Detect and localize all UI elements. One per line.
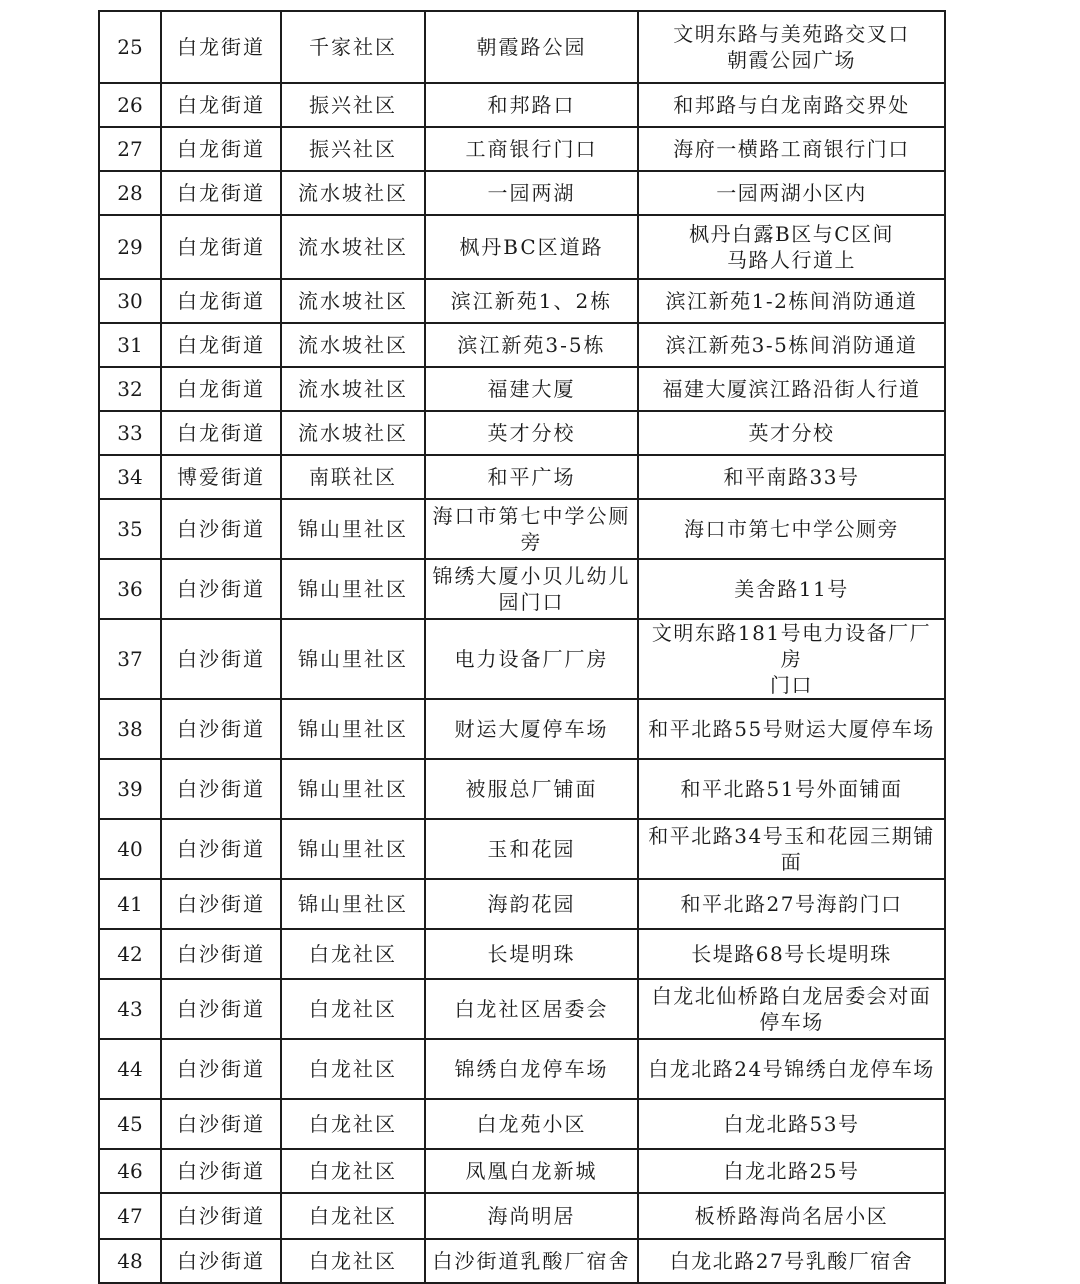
table-row bbox=[99, 619, 945, 699]
cell-number: 34 bbox=[99, 455, 161, 499]
cell-community: 锦山里社区 bbox=[281, 559, 425, 619]
cell-community: 流水坡社区 bbox=[281, 411, 425, 455]
cell-street: 白沙街道 bbox=[161, 1193, 281, 1239]
cell-community: 白龙社区 bbox=[281, 979, 425, 1039]
table-row bbox=[99, 1099, 945, 1149]
cell-address: 和邦路与白龙南路交界处 bbox=[638, 83, 945, 127]
cell-address: 白龙北路24号锦绣白龙停车场 bbox=[638, 1039, 945, 1099]
cell-address: 和平南路33号 bbox=[638, 455, 945, 499]
table-row bbox=[99, 819, 945, 879]
cell-number: 44 bbox=[99, 1039, 161, 1099]
table-row bbox=[99, 367, 945, 411]
table-row bbox=[99, 323, 945, 367]
cell-street: 白沙街道 bbox=[161, 699, 281, 759]
cell-community: 锦山里社区 bbox=[281, 879, 425, 929]
cell-community: 白龙社区 bbox=[281, 929, 425, 979]
cell-community: 锦山里社区 bbox=[281, 619, 425, 699]
cell-street: 白沙街道 bbox=[161, 819, 281, 879]
cell-address: 枫丹白露B区与C区间 马路人行道上 bbox=[638, 215, 945, 279]
cell-address: 白龙北路27号乳酸厂宿舍 bbox=[638, 1239, 945, 1283]
cell-location: 朝霞路公园 bbox=[425, 11, 638, 83]
cell-location: 和邦路口 bbox=[425, 83, 638, 127]
cell-location: 枫丹BC区道路 bbox=[425, 215, 638, 279]
cell-community: 流水坡社区 bbox=[281, 367, 425, 411]
cell-number: 25 bbox=[99, 11, 161, 83]
cell-number: 29 bbox=[99, 215, 161, 279]
cell-location: 滨江新苑1、2栋 bbox=[425, 279, 638, 323]
cell-number: 36 bbox=[99, 559, 161, 619]
table-row bbox=[99, 559, 945, 619]
table-row bbox=[99, 979, 945, 1039]
cell-location: 电力设备厂厂房 bbox=[425, 619, 638, 699]
cell-address: 文明东路与美苑路交叉口 朝霞公园广场 bbox=[638, 11, 945, 83]
cell-street: 白龙街道 bbox=[161, 171, 281, 215]
cell-community: 锦山里社区 bbox=[281, 819, 425, 879]
cell-address: 海口市第七中学公厕旁 bbox=[638, 499, 945, 559]
table-row bbox=[99, 1149, 945, 1193]
cell-number: 40 bbox=[99, 819, 161, 879]
cell-location: 海韵花园 bbox=[425, 879, 638, 929]
cell-location: 海尚明居 bbox=[425, 1193, 638, 1239]
table-row bbox=[99, 879, 945, 929]
cell-street: 白沙街道 bbox=[161, 1099, 281, 1149]
cell-community: 白龙社区 bbox=[281, 1099, 425, 1149]
cell-street: 白龙街道 bbox=[161, 127, 281, 171]
cell-number: 46 bbox=[99, 1149, 161, 1193]
cell-street: 白沙街道 bbox=[161, 559, 281, 619]
cell-address: 白龙北路25号 bbox=[638, 1149, 945, 1193]
cell-community: 振兴社区 bbox=[281, 83, 425, 127]
cell-number: 47 bbox=[99, 1193, 161, 1239]
cell-address: 白龙北仙桥路白龙居委会对面 停车场 bbox=[638, 979, 945, 1039]
cell-community: 振兴社区 bbox=[281, 127, 425, 171]
cell-community: 锦山里社区 bbox=[281, 499, 425, 559]
cell-location: 被服总厂铺面 bbox=[425, 759, 638, 819]
cell-number: 48 bbox=[99, 1239, 161, 1283]
table-row bbox=[99, 171, 945, 215]
cell-street: 白龙街道 bbox=[161, 279, 281, 323]
cell-street: 白沙街道 bbox=[161, 619, 281, 699]
cell-number: 26 bbox=[99, 83, 161, 127]
table-row bbox=[99, 1193, 945, 1239]
cell-community: 南联社区 bbox=[281, 455, 425, 499]
cell-number: 32 bbox=[99, 367, 161, 411]
cell-location: 工商银行门口 bbox=[425, 127, 638, 171]
cell-number: 45 bbox=[99, 1099, 161, 1149]
cell-number: 31 bbox=[99, 323, 161, 367]
cell-community: 白龙社区 bbox=[281, 1039, 425, 1099]
cell-address: 福建大厦滨江路沿街人行道 bbox=[638, 367, 945, 411]
cell-community: 流水坡社区 bbox=[281, 323, 425, 367]
table-row bbox=[99, 83, 945, 127]
cell-street: 白沙街道 bbox=[161, 759, 281, 819]
cell-street: 白沙街道 bbox=[161, 1239, 281, 1283]
cell-street: 白龙街道 bbox=[161, 411, 281, 455]
table-row bbox=[99, 1039, 945, 1099]
cell-number: 42 bbox=[99, 929, 161, 979]
table-row bbox=[99, 929, 945, 979]
cell-location: 玉和花园 bbox=[425, 819, 638, 879]
cell-community: 千家社区 bbox=[281, 11, 425, 83]
cell-location: 滨江新苑3-5栋 bbox=[425, 323, 638, 367]
cell-address: 长堤路68号长堤明珠 bbox=[638, 929, 945, 979]
table-row bbox=[99, 11, 945, 83]
table-row bbox=[99, 411, 945, 455]
cell-street: 白龙街道 bbox=[161, 367, 281, 411]
cell-location: 白沙街道乳酸厂宿舍 bbox=[425, 1239, 638, 1283]
cell-community: 白龙社区 bbox=[281, 1239, 425, 1283]
cell-number: 37 bbox=[99, 619, 161, 699]
cell-street: 白沙街道 bbox=[161, 979, 281, 1039]
document-page bbox=[98, 10, 944, 1284]
cell-street: 白沙街道 bbox=[161, 929, 281, 979]
cell-address: 和平北路27号海韵门口 bbox=[638, 879, 945, 929]
cell-number: 38 bbox=[99, 699, 161, 759]
cell-number: 41 bbox=[99, 879, 161, 929]
cell-location: 一园两湖 bbox=[425, 171, 638, 215]
cell-location: 凤凰白龙新城 bbox=[425, 1149, 638, 1193]
cell-location: 海口市第七中学公厕 旁 bbox=[425, 499, 638, 559]
cell-location: 财运大厦停车场 bbox=[425, 699, 638, 759]
cell-street: 白龙街道 bbox=[161, 11, 281, 83]
cell-street: 白龙街道 bbox=[161, 323, 281, 367]
cell-community: 锦山里社区 bbox=[281, 759, 425, 819]
cell-address: 海府一横路工商银行门口 bbox=[638, 127, 945, 171]
table-row bbox=[99, 127, 945, 171]
cell-street: 白沙街道 bbox=[161, 1039, 281, 1099]
table-row bbox=[99, 759, 945, 819]
cell-address: 文明东路181号电力设备厂厂房 门口 bbox=[638, 619, 945, 699]
cell-community: 白龙社区 bbox=[281, 1149, 425, 1193]
cell-location: 锦绣大厦小贝儿幼儿 园门口 bbox=[425, 559, 638, 619]
cell-number: 27 bbox=[99, 127, 161, 171]
cell-number: 28 bbox=[99, 171, 161, 215]
cell-number: 33 bbox=[99, 411, 161, 455]
cell-location: 白龙社区居委会 bbox=[425, 979, 638, 1039]
cell-address: 白龙北路53号 bbox=[638, 1099, 945, 1149]
cell-address: 和平北路51号外面铺面 bbox=[638, 759, 945, 819]
table-body bbox=[99, 11, 945, 1283]
cell-number: 30 bbox=[99, 279, 161, 323]
cell-location: 英才分校 bbox=[425, 411, 638, 455]
cell-street: 白沙街道 bbox=[161, 1149, 281, 1193]
table-row bbox=[99, 499, 945, 559]
cell-location: 和平广场 bbox=[425, 455, 638, 499]
cell-street: 博爱街道 bbox=[161, 455, 281, 499]
table-row bbox=[99, 1239, 945, 1283]
cell-street: 白龙街道 bbox=[161, 215, 281, 279]
cell-street: 白沙街道 bbox=[161, 499, 281, 559]
cell-location: 白龙苑小区 bbox=[425, 1099, 638, 1149]
table-row bbox=[99, 215, 945, 279]
cell-address: 和平北路55号财运大厦停车场 bbox=[638, 699, 945, 759]
cell-address: 板桥路海尚名居小区 bbox=[638, 1193, 945, 1239]
location-table bbox=[98, 10, 946, 1284]
table-row bbox=[99, 279, 945, 323]
cell-address: 英才分校 bbox=[638, 411, 945, 455]
cell-community: 流水坡社区 bbox=[281, 215, 425, 279]
cell-community: 流水坡社区 bbox=[281, 171, 425, 215]
cell-address: 滨江新苑3-5栋间消防通道 bbox=[638, 323, 945, 367]
cell-address: 和平北路34号玉和花园三期铺 面 bbox=[638, 819, 945, 879]
cell-location: 长堤明珠 bbox=[425, 929, 638, 979]
table-row bbox=[99, 455, 945, 499]
cell-address: 一园两湖小区内 bbox=[638, 171, 945, 215]
cell-location: 锦绣白龙停车场 bbox=[425, 1039, 638, 1099]
cell-street: 白沙街道 bbox=[161, 879, 281, 929]
cell-address: 滨江新苑1-2栋间消防通道 bbox=[638, 279, 945, 323]
cell-number: 39 bbox=[99, 759, 161, 819]
cell-address: 美舍路11号 bbox=[638, 559, 945, 619]
cell-number: 35 bbox=[99, 499, 161, 559]
cell-number: 43 bbox=[99, 979, 161, 1039]
cell-community: 锦山里社区 bbox=[281, 699, 425, 759]
cell-location: 福建大厦 bbox=[425, 367, 638, 411]
cell-street: 白龙街道 bbox=[161, 83, 281, 127]
table-row bbox=[99, 699, 945, 759]
cell-community: 流水坡社区 bbox=[281, 279, 425, 323]
cell-community: 白龙社区 bbox=[281, 1193, 425, 1239]
